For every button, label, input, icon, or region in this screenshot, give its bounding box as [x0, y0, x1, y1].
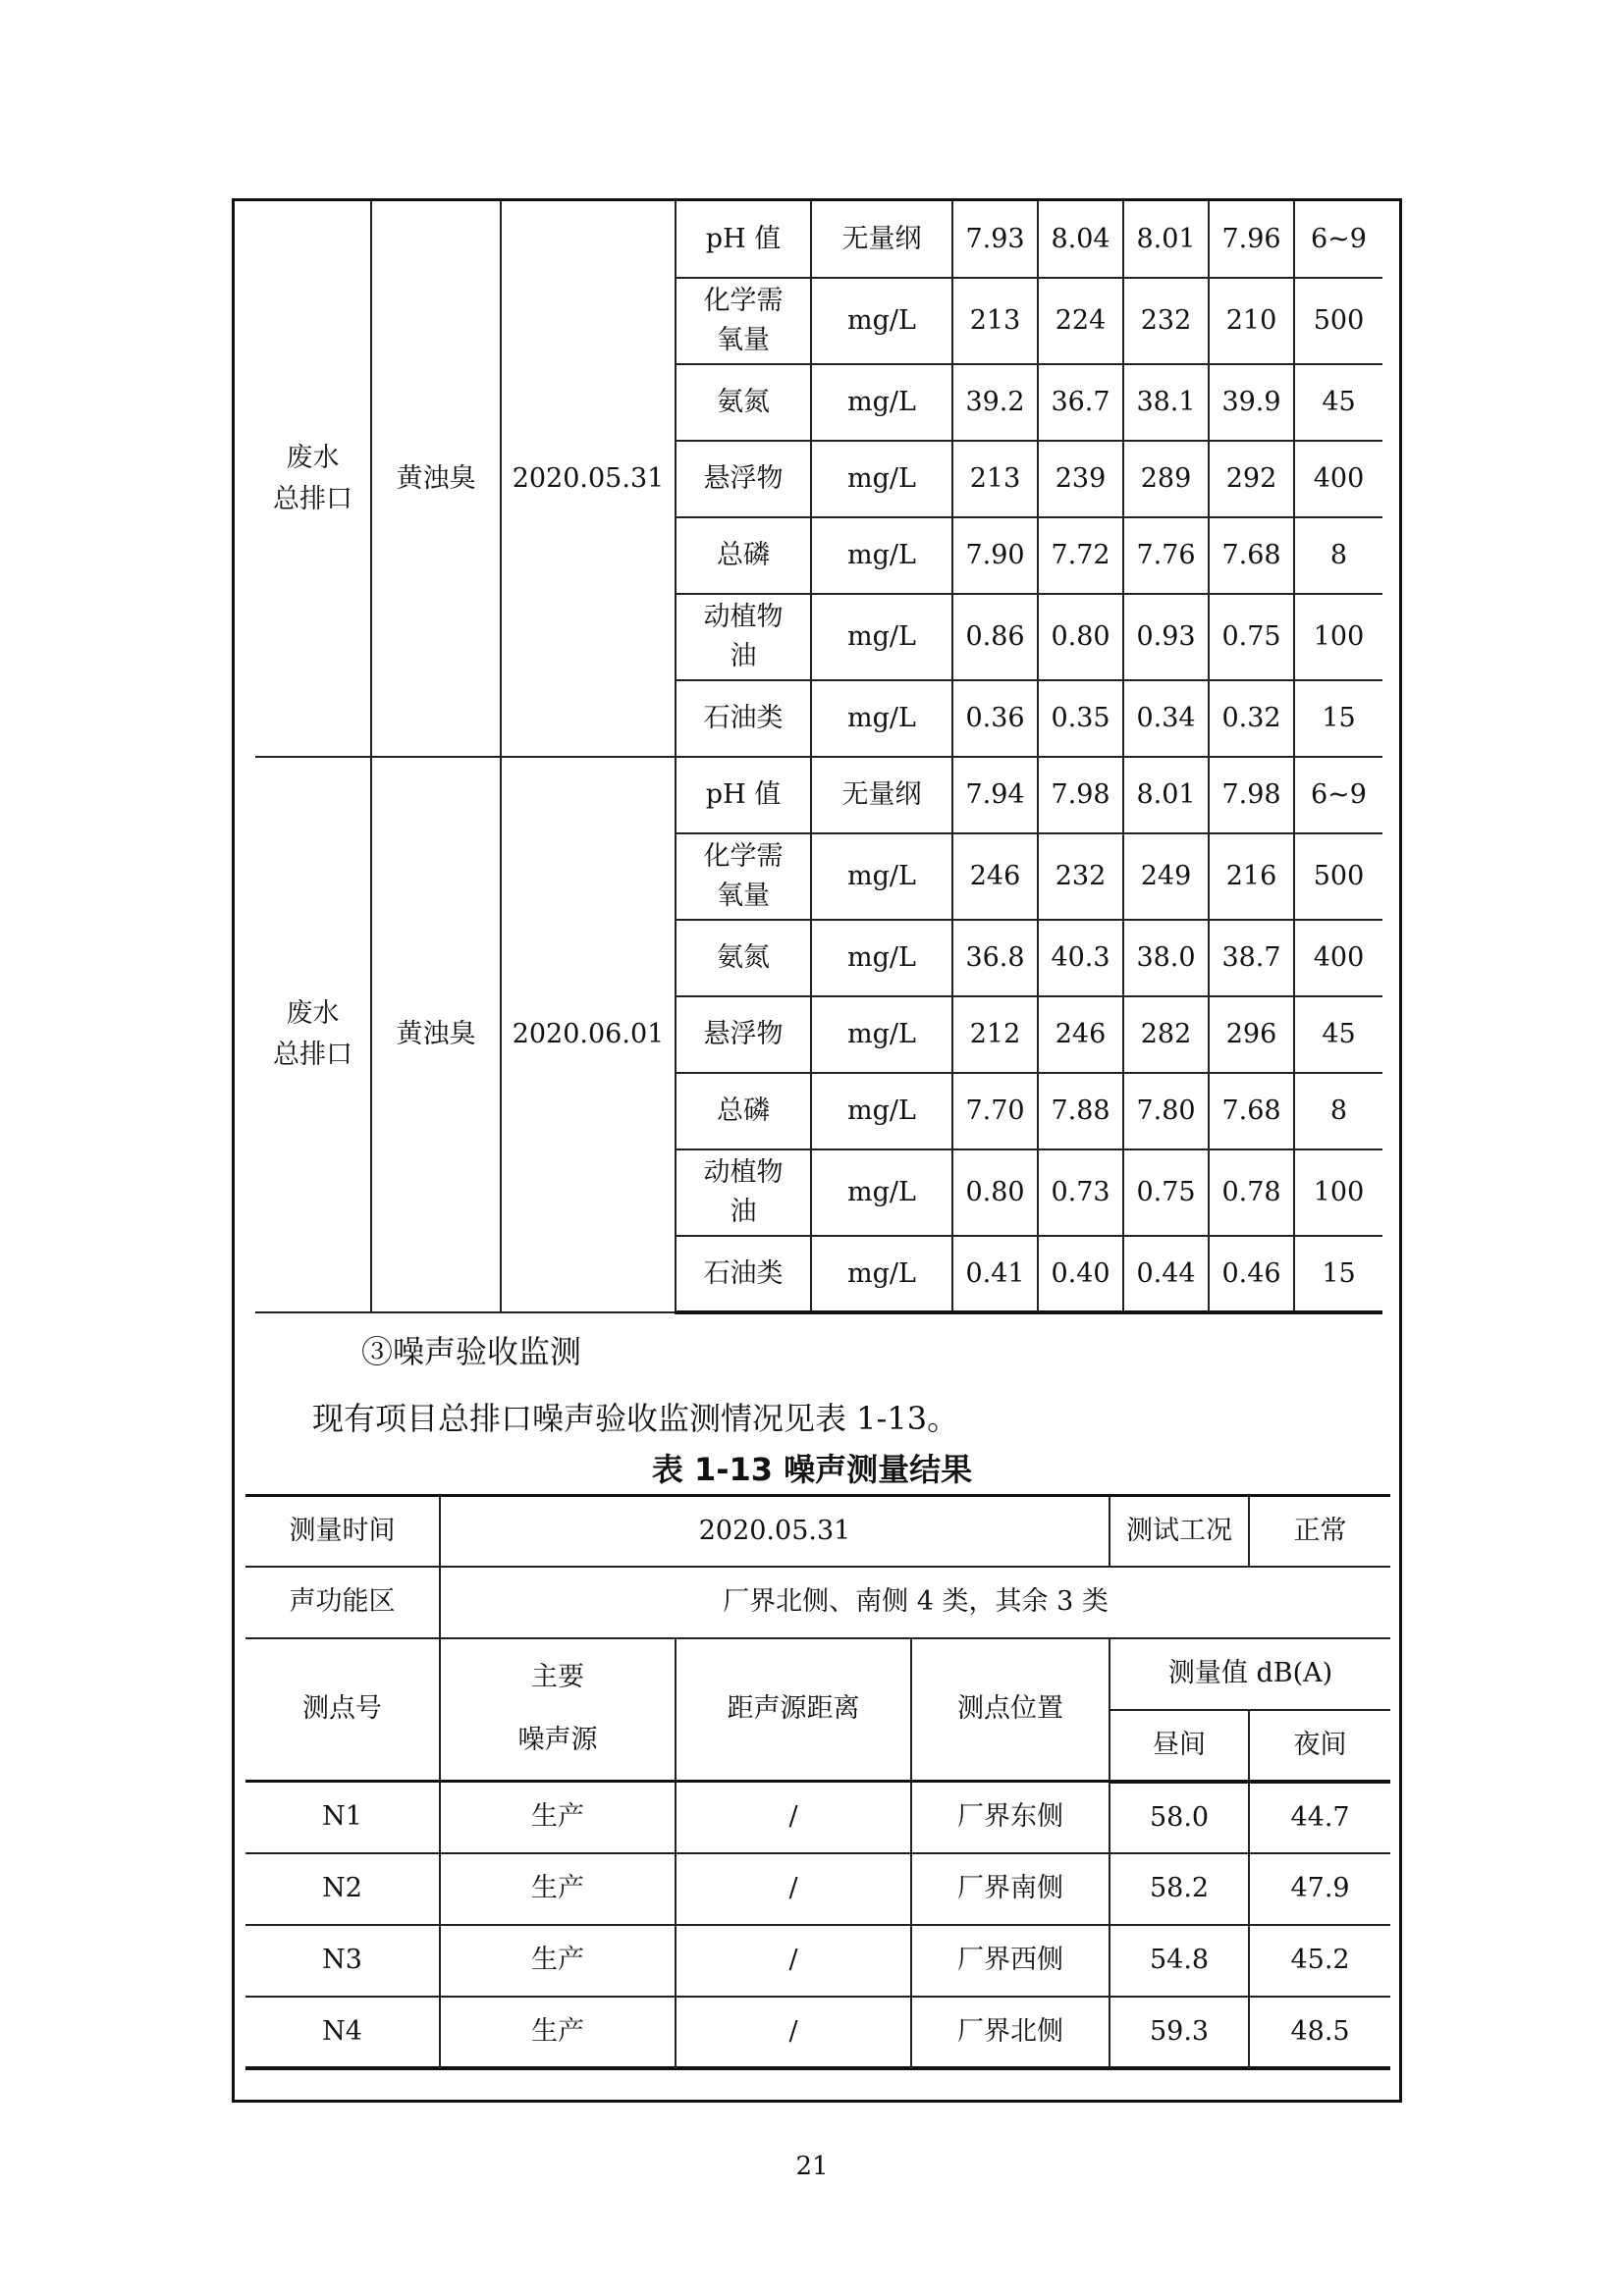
- noise-night-cell: 48.5: [1249, 1997, 1390, 2068]
- col-measured: 测量值 dB(A): [1110, 1638, 1390, 1710]
- param-cell: 化学需 氧量: [676, 278, 811, 364]
- noise-distance-cell: /: [676, 1925, 911, 1997]
- value-cell: 8.01: [1123, 201, 1209, 278]
- value-cell: 216: [1209, 833, 1294, 920]
- value-cell: 36.8: [952, 920, 1038, 996]
- value-cell: 0.73: [1038, 1149, 1123, 1236]
- param-cell: 总磷: [676, 517, 811, 594]
- param-cell: 动植物 油: [676, 594, 811, 680]
- col-source: 主要 噪声源: [440, 1638, 676, 1782]
- unit-cell: mg/L: [811, 1236, 952, 1312]
- table-row: [255, 201, 1382, 278]
- table-row: [245, 1782, 1390, 1853]
- noise-source-cell: 生产: [440, 1925, 676, 1997]
- noise-point-cell: N1: [245, 1782, 440, 1853]
- param-cell: 化学需 氧量: [676, 833, 811, 920]
- unit-cell: mg/L: [811, 441, 952, 517]
- wastewater-table: [255, 201, 1382, 1314]
- noise-day-cell: 59.3: [1110, 1997, 1249, 2068]
- unit-cell: mg/L: [811, 996, 952, 1073]
- limit-cell: 45: [1294, 996, 1382, 1073]
- noise-position-cell: 厂界东侧: [911, 1782, 1110, 1853]
- limit-cell: 6~9: [1294, 201, 1382, 278]
- param-cell: pH 值: [676, 201, 811, 278]
- unit-cell: mg/L: [811, 1073, 952, 1149]
- col-distance: 距声源距离: [676, 1638, 911, 1782]
- date-cell: 2020.06.01: [501, 757, 676, 1312]
- value-cell: 232: [1038, 833, 1123, 920]
- unit-cell: mg/L: [811, 1149, 952, 1236]
- unit-cell: mg/L: [811, 517, 952, 594]
- value-cell: 0.75: [1123, 1149, 1209, 1236]
- value-cell: 0.35: [1038, 680, 1123, 757]
- param-cell: 石油类: [676, 1236, 811, 1312]
- value-cell: 7.96: [1209, 201, 1294, 278]
- value-cell: 40.3: [1038, 920, 1123, 996]
- value-cell: 38.0: [1123, 920, 1209, 996]
- value-cell: 0.41: [952, 1236, 1038, 1312]
- noise-day-cell: 58.2: [1110, 1853, 1249, 1925]
- page-number: 21: [795, 2152, 829, 2181]
- value-cell: 0.32: [1209, 680, 1294, 757]
- value-cell: 8.01: [1123, 757, 1209, 833]
- limit-cell: 500: [1294, 833, 1382, 920]
- table-row: [245, 1925, 1390, 1997]
- condition-label: 测试工况: [1110, 1496, 1249, 1567]
- value-cell: 0.80: [1038, 594, 1123, 680]
- value-cell: 7.72: [1038, 517, 1123, 594]
- param-cell: 动植物 油: [676, 1149, 811, 1236]
- unit-cell: mg/L: [811, 278, 952, 364]
- value-cell: 213: [952, 278, 1038, 364]
- col-day: 昼间: [1110, 1710, 1249, 1782]
- noise-source-cell: 生产: [440, 1997, 676, 2068]
- value-cell: 7.80: [1123, 1073, 1209, 1149]
- limit-cell: 100: [1294, 594, 1382, 680]
- value-cell: 0.93: [1123, 594, 1209, 680]
- param-cell: 悬浮物: [676, 996, 811, 1073]
- time-value: 2020.05.31: [440, 1496, 1110, 1567]
- date-cell: 2020.05.31: [501, 201, 676, 757]
- value-cell: 296: [1209, 996, 1294, 1073]
- unit-cell: 无量纲: [811, 201, 952, 278]
- param-cell: 悬浮物: [676, 441, 811, 517]
- value-cell: 0.40: [1038, 1236, 1123, 1312]
- unit-cell: mg/L: [811, 680, 952, 757]
- value-cell: 7.68: [1209, 1073, 1294, 1149]
- noise-distance-cell: /: [676, 1782, 911, 1853]
- unit-cell: mg/L: [811, 364, 952, 441]
- site-cell: 废水 总排口: [255, 757, 371, 1312]
- value-cell: 292: [1209, 441, 1294, 517]
- appearance-cell: 黄浊臭: [371, 201, 501, 757]
- noise-point-cell: N4: [245, 1997, 440, 2068]
- value-cell: 7.70: [952, 1073, 1038, 1149]
- intro-paragraph: 现有项目总排口噪声验收监测情况见表 1-13。: [312, 1400, 959, 1437]
- value-cell: 0.36: [952, 680, 1038, 757]
- limit-cell: 400: [1294, 441, 1382, 517]
- noise-table: [245, 1494, 1390, 2070]
- value-cell: 7.93: [952, 201, 1038, 278]
- value-cell: 239: [1038, 441, 1123, 517]
- limit-cell: 6~9: [1294, 757, 1382, 833]
- col-point: 测点号: [245, 1638, 440, 1782]
- unit-cell: 无量纲: [811, 757, 952, 833]
- value-cell: 0.34: [1123, 680, 1209, 757]
- noise-position-cell: 厂界西侧: [911, 1925, 1110, 1997]
- zone-label: 声功能区: [245, 1567, 440, 1638]
- limit-cell: 15: [1294, 1236, 1382, 1312]
- table-caption: 表 1-13 噪声测量结果: [651, 1451, 973, 1488]
- unit-cell: mg/L: [811, 594, 952, 680]
- param-cell: 氨氮: [676, 364, 811, 441]
- table-row: [255, 757, 1382, 833]
- param-cell: 氨氮: [676, 920, 811, 996]
- noise-source-cell: 生产: [440, 1782, 676, 1853]
- value-cell: 212: [952, 996, 1038, 1073]
- value-cell: 0.86: [952, 594, 1038, 680]
- noise-point-cell: N2: [245, 1853, 440, 1925]
- noise-distance-cell: /: [676, 1997, 911, 2068]
- value-cell: 0.80: [952, 1149, 1038, 1236]
- value-cell: 232: [1123, 278, 1209, 364]
- limit-cell: 8: [1294, 1073, 1382, 1149]
- value-cell: 39.2: [952, 364, 1038, 441]
- value-cell: 249: [1123, 833, 1209, 920]
- param-cell: 总磷: [676, 1073, 811, 1149]
- value-cell: 38.1: [1123, 364, 1209, 441]
- value-cell: 0.75: [1209, 594, 1294, 680]
- value-cell: 7.90: [952, 517, 1038, 594]
- noise-day-cell: 54.8: [1110, 1925, 1249, 1997]
- value-cell: 8.04: [1038, 201, 1123, 278]
- limit-cell: 45: [1294, 364, 1382, 441]
- unit-cell: mg/L: [811, 920, 952, 996]
- value-cell: 0.78: [1209, 1149, 1294, 1236]
- limit-cell: 400: [1294, 920, 1382, 996]
- zone-value: 厂界北侧、南侧 4 类，其余 3 类: [440, 1567, 1390, 1638]
- noise-source-cell: 生产: [440, 1853, 676, 1925]
- limit-cell: 100: [1294, 1149, 1382, 1236]
- noise-night-cell: 45.2: [1249, 1925, 1390, 1997]
- value-cell: 246: [952, 833, 1038, 920]
- value-cell: 224: [1038, 278, 1123, 364]
- param-cell: pH 值: [676, 757, 811, 833]
- value-cell: 0.44: [1123, 1236, 1209, 1312]
- value-cell: 213: [952, 441, 1038, 517]
- noise-night-cell: 47.9: [1249, 1853, 1390, 1925]
- value-cell: 7.88: [1038, 1073, 1123, 1149]
- value-cell: 36.7: [1038, 364, 1123, 441]
- noise-day-cell: 58.0: [1110, 1782, 1249, 1853]
- condition-value: 正常: [1249, 1496, 1390, 1567]
- col-night: 夜间: [1249, 1710, 1390, 1782]
- value-cell: 210: [1209, 278, 1294, 364]
- noise-position-cell: 厂界北侧: [911, 1997, 1110, 2068]
- site-cell: 废水 总排口: [255, 201, 371, 757]
- table-row: [245, 1853, 1390, 1925]
- noise-distance-cell: /: [676, 1853, 911, 1925]
- table-row: [245, 1997, 1390, 2068]
- time-label: 测量时间: [245, 1496, 440, 1567]
- value-cell: 7.94: [952, 757, 1038, 833]
- noise-point-cell: N3: [245, 1925, 440, 1997]
- col-position: 测点位置: [911, 1638, 1110, 1782]
- value-cell: 7.76: [1123, 517, 1209, 594]
- section-heading: ③噪声验收监测: [361, 1333, 582, 1370]
- value-cell: 7.98: [1038, 757, 1123, 833]
- value-cell: 289: [1123, 441, 1209, 517]
- noise-position-cell: 厂界南侧: [911, 1853, 1110, 1925]
- param-cell: 石油类: [676, 680, 811, 757]
- limit-cell: 8: [1294, 517, 1382, 594]
- value-cell: 7.68: [1209, 517, 1294, 594]
- noise-night-cell: 44.7: [1249, 1782, 1390, 1853]
- value-cell: 282: [1123, 996, 1209, 1073]
- value-cell: 38.7: [1209, 920, 1294, 996]
- value-cell: 39.9: [1209, 364, 1294, 441]
- unit-cell: mg/L: [811, 833, 952, 920]
- value-cell: 246: [1038, 996, 1123, 1073]
- limit-cell: 500: [1294, 278, 1382, 364]
- value-cell: 0.46: [1209, 1236, 1294, 1312]
- limit-cell: 15: [1294, 680, 1382, 757]
- appearance-cell: 黄浊臭: [371, 757, 501, 1312]
- value-cell: 7.98: [1209, 757, 1294, 833]
